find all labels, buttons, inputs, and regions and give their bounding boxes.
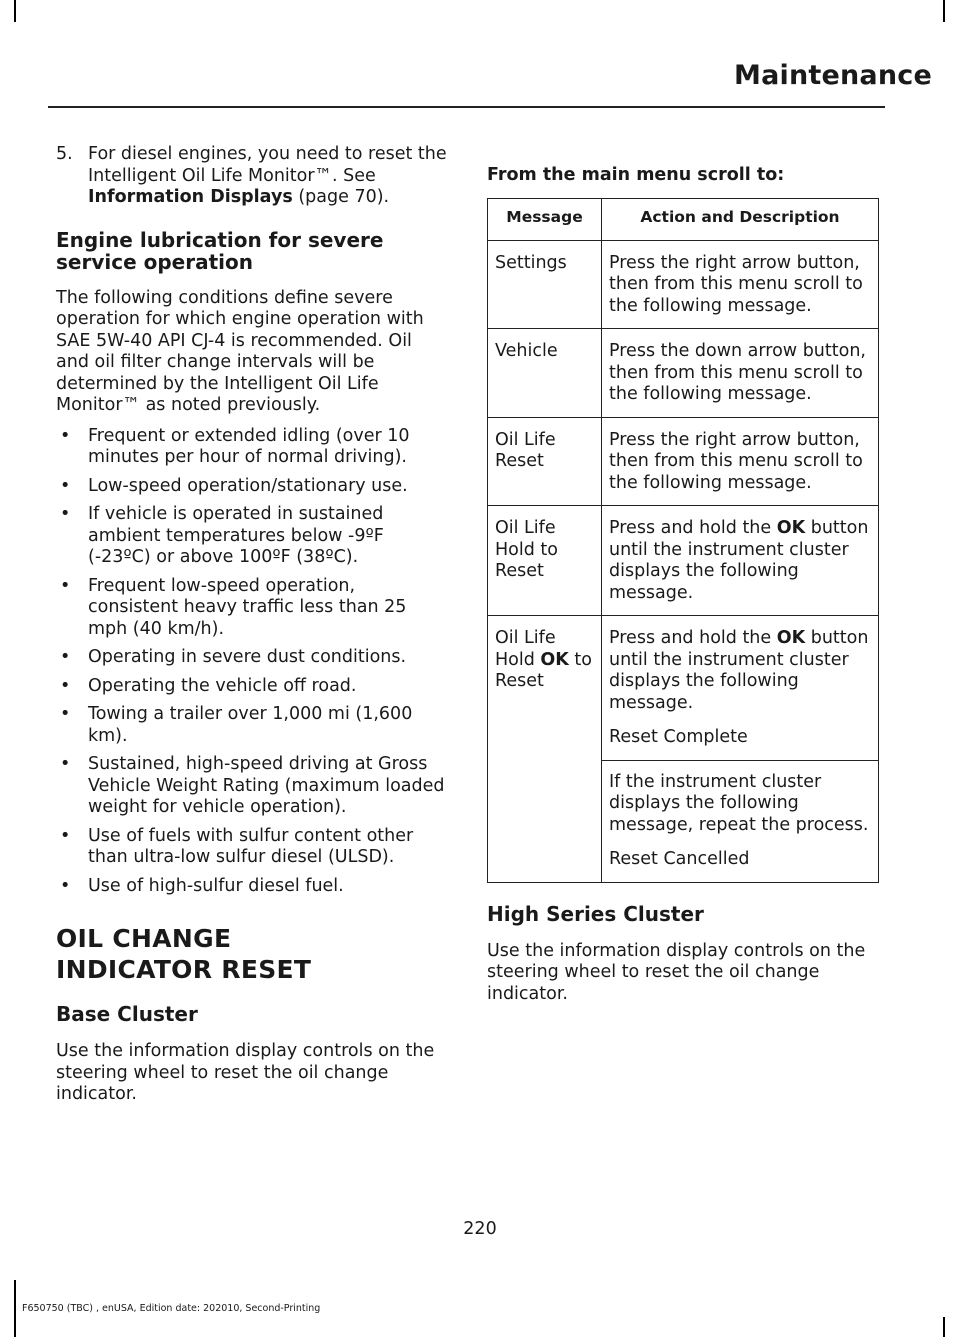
list-item: • Use of fuels with sulfur content other than ultra-low sulfur diesel (ULSD).	[60, 825, 414, 867]
severe-service-heading: Engine lubrication for severe service operation	[56, 227, 384, 274]
ok-button-label: OK	[776, 628, 806, 648]
fail-result-message: Reset Cancelled	[609, 849, 750, 869]
column-header-action: Action and Description	[602, 199, 879, 241]
header-rule	[48, 106, 885, 108]
list-item: • If vehicle is operated in sustained ambient temperatures below -9ºF (-23ºC) or above 100ºF (38ºC).	[60, 504, 384, 567]
high-series-heading: High Series Cluster	[487, 901, 704, 926]
information-displays-link[interactable]: Information Displays	[88, 187, 293, 207]
reset-steps-table	[487, 198, 879, 883]
list-item: • Frequent or extended idling (over 10 minutes per hour of normal driving).	[60, 425, 410, 467]
column-header-message: Message	[488, 199, 602, 241]
page-number: 220	[463, 1219, 497, 1239]
step-text: For diesel engines, you need to reset the Intelligent Oil Life Monitor™. See	[88, 144, 447, 186]
footer-edition: F650750 (TBC) , enUSA, Edition date: 202010, Second-Printing	[22, 1303, 321, 1314]
step-text-after: (page 70).	[292, 187, 390, 207]
crop-mark-top-right	[943, 0, 945, 22]
page-header-title: Maintenance	[734, 60, 932, 91]
result-message: Reset Complete	[609, 727, 748, 747]
action-cell: Press the down arrow button, then from this menu scroll to the following message.	[602, 329, 879, 418]
ok-button-label: OK	[776, 518, 806, 538]
step-5	[56, 144, 448, 209]
action-cell: Press and hold the OK button until the instrument cluster displays the following message.	[602, 506, 879, 616]
table-row	[488, 506, 879, 616]
list-item: • Use of high-sulfur diesel fuel.	[60, 875, 344, 896]
crop-mark-top-left	[14, 0, 16, 22]
action-cell	[602, 760, 879, 882]
section-title: OIL CHANGE INDICATOR RESET	[56, 924, 312, 984]
base-cluster-heading: Base Cluster	[56, 1002, 198, 1026]
table-row	[488, 417, 879, 506]
action-cell: Press the right arrow button, then from this menu scroll to the following message.	[602, 417, 879, 506]
list-item: • Low-speed operation/stationary use.	[60, 475, 408, 496]
action-cell: Press the right arrow button, then from this menu scroll to the following message.	[602, 240, 879, 329]
step-number: 5.	[56, 144, 73, 164]
ok-button-label: OK	[540, 649, 569, 670]
crop-mark-bottom-left	[14, 1280, 16, 1337]
table-row	[488, 240, 879, 329]
left-column	[56, 144, 448, 1106]
list-item: • Sustained, high-speed driving at Gross Vehicle Weight Rating (maximum loaded weight for vehicle operation).	[60, 754, 445, 817]
table-header-row	[488, 199, 879, 241]
severe-service-intro: The following conditions define severe operation for which engine operation with SAE 5W-40 API CJ-4 is recommended. Oil and oil filter change intervals will be determined by the Intelligent Oil Life Monitor™ as noted previously.	[56, 287, 424, 415]
severe-conditions-list	[56, 426, 448, 898]
message-cell: Settings	[488, 240, 602, 329]
list-item: • Frequent low-speed operation, consistent heavy traffic less than 25 mph (40 km/h).	[60, 575, 407, 639]
table-row	[488, 329, 879, 418]
base-cluster-text: Use the information display controls on the steering wheel to reset the oil change indicator.	[56, 1041, 435, 1104]
message-cell: Oil Life Hold OK to Reset	[488, 616, 602, 883]
message-cell: Oil Life Hold to Reset	[488, 506, 602, 616]
list-item: • Towing a trailer over 1,000 mi (1,600 km).	[60, 704, 413, 746]
message-cell: Vehicle	[488, 329, 602, 418]
right-column	[487, 164, 879, 1005]
table-row	[488, 616, 879, 761]
list-item: • Operating the vehicle off road.	[60, 675, 357, 696]
fail-text: If the instrument cluster displays the following message, repeat the process.	[609, 771, 869, 835]
crop-mark-bottom-right	[943, 1317, 945, 1337]
action-cell: Press and hold the OK button until the instrument cluster displays the following message. Reset Complete	[602, 616, 879, 761]
message-cell: Oil Life Reset	[488, 417, 602, 506]
table-intro: From the main menu scroll to:	[487, 165, 785, 185]
list-item: • Operating in severe dust conditions.	[60, 647, 407, 667]
high-series-text: Use the information display controls on the steering wheel to reset the oil change indicator.	[487, 940, 866, 1004]
